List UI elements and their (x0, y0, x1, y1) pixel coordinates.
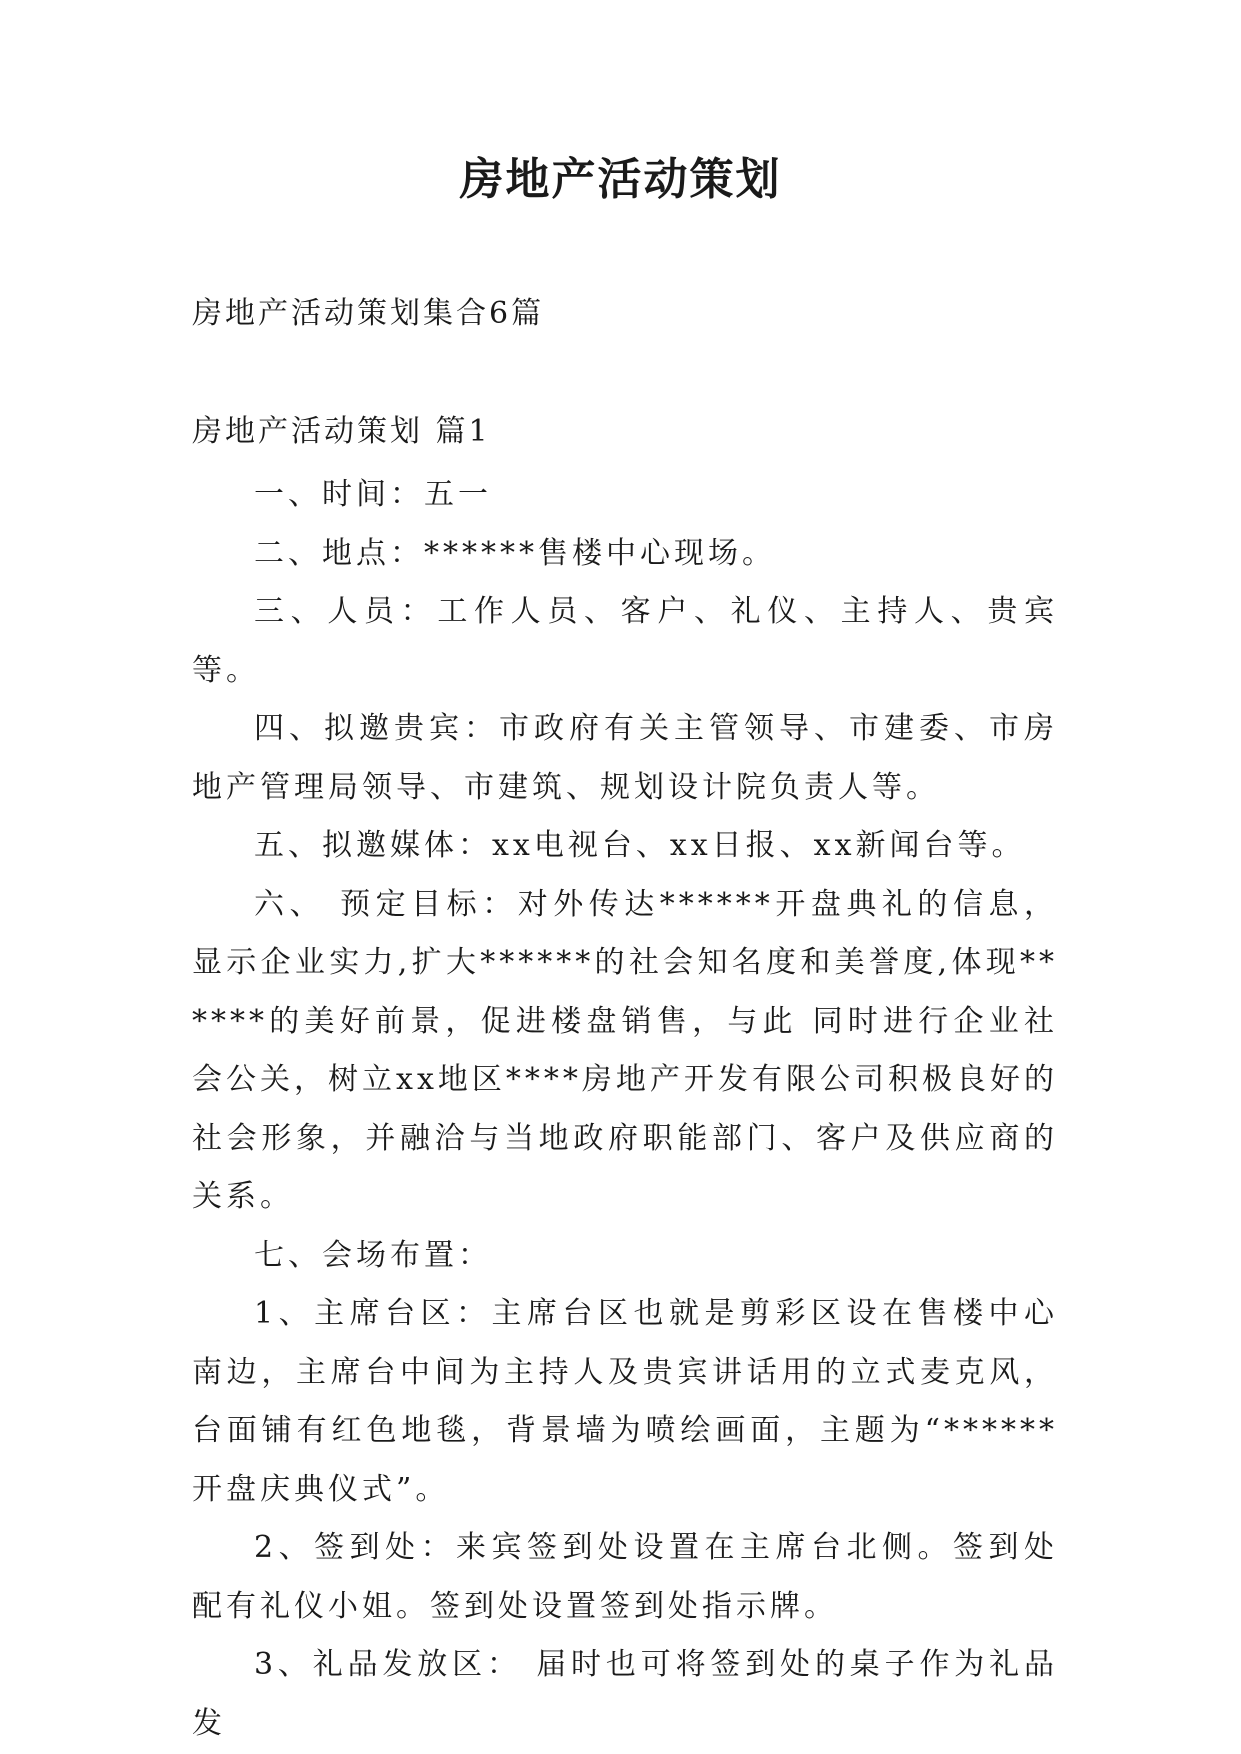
paragraph-time: 一、时间：五一 (254, 477, 492, 512)
document-subtitle: 房地产活动策划集合6篇 (192, 296, 545, 331)
paragraph-guests: 四、拟邀贵宾：市政府有关主管领导、市建委、市房地产管理局领导、市建筑、规划设计院负责人等。 (192, 711, 1058, 805)
paragraph-gift-area: 3、礼品发放区： 届时也可将签到处的桌子作为礼品发 (192, 1647, 1058, 1741)
paragraph-venue-layout: 七、会场布置： (254, 1237, 492, 1273)
paragraph-location: 二、地点：******售楼中心现场。 (254, 535, 776, 571)
document-body (192, 466, 1058, 1753)
section-heading: 房地产活动策划 篇1 (192, 414, 491, 449)
paragraph-media: 五、拟邀媒体：xx电视台、xx日报、xx新闻台等。 (254, 828, 1026, 863)
paragraph-rostrum-area: 1、主席台区：主席台区也就是剪彩区设在售楼中心南边，主席台中间为主持人及贵宾讲话用的立式麦克风，台面铺有红色地毯，背景墙为喷绘画面，主题为“******开盘庆典仪式”。 (192, 1296, 1058, 1507)
paragraph-goals: 六、 预定目标：对外传达******开盘典礼的信息，显示企业实力,扩大******的社会知名度和美誉度,体现******的美好前景，促进楼盘销售，与此 同时进行企业社会公关，树立xx地区****房地产开发有限公司积极良好的社会形象，并融洽与当地政府职能部门、客户及供应商的关系。 (192, 886, 1058, 1214)
paragraph-personnel: 三、人员：工作人员、客户、礼仪、主持人、贵宾等。 (192, 594, 1058, 688)
document-title: 房地产活动策划 (459, 154, 782, 205)
paragraph-sign-in: 2、签到处：来宾签到处设置在主席台北侧。签到处配有礼仪小姐。签到处设置签到处指示牌。 (192, 1530, 1058, 1624)
